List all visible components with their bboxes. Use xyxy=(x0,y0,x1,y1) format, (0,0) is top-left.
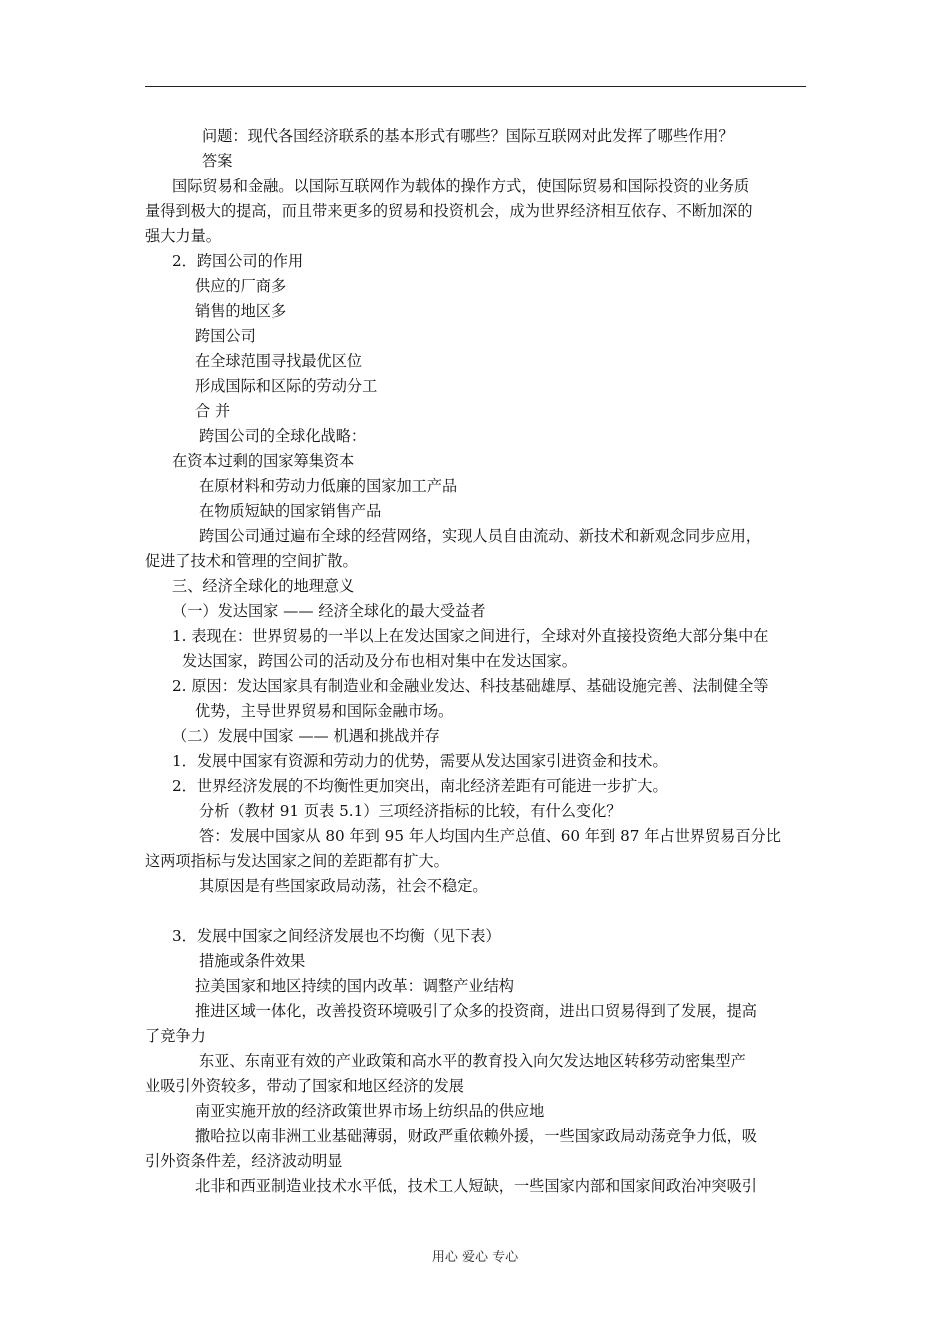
list-item: 在全球范围寻找最优区位 xyxy=(195,352,363,370)
page-footer: 用心 爱心 专心 xyxy=(431,1250,519,1265)
paragraph-line: 发达国家，跨国公司的活动及分布也相对集中在发达国家。 xyxy=(182,652,577,670)
paragraph-line: 跨国公司通过遍布全球的经营网络，实现人员自由流动、新技术和新观念同步应用， xyxy=(199,527,761,545)
section-heading: 三、经济全球化的地理意义 xyxy=(172,577,355,595)
list-item: 跨国公司的全球化战略： xyxy=(199,427,367,445)
paragraph-line: 量得到极大的提高，而且带来更多的贸易和投资机会，成为世界经济相互依存、不断加深的 xyxy=(145,202,753,220)
table-row-line: 拉美国家和地区持续的国内改革：调整产业结构 xyxy=(195,977,514,995)
paragraph-line: 2. 原因：发达国家具有制造业和金融业发达、科技基础雄厚、基础设施完善、法制健全等 xyxy=(172,677,769,695)
table-row-line: 北非和西亚制造业技术水平低，技术工人短缺，一些国家内部和国家间政治冲突吸引 xyxy=(195,1177,757,1195)
table-row-line: 引外资条件差，经济波动明显 xyxy=(145,1152,343,1170)
paragraph-line: 其原因是有些国家政局动荡，社会不稳定。 xyxy=(199,877,488,895)
list-item: 销售的地区多 xyxy=(195,302,287,320)
paragraph-line: 这两项指标与发达国家之间的差距都有扩大。 xyxy=(145,852,449,870)
table-row-line: 东亚、东南亚有效的产业政策和高水平的教育投入向欠发达地区转移劳动密集型产 xyxy=(199,1052,746,1070)
list-item: 3．发展中国家之间经济发展也不均衡（见下表） xyxy=(172,927,501,945)
list-item: 跨国公司 xyxy=(195,327,256,345)
list-item: 在物质短缺的国家销售产品 xyxy=(199,502,382,520)
paragraph-line: 国际贸易和金融。以国际互联网作为载体的操作方式，使国际贸易和国际投资的业务质 xyxy=(172,177,750,195)
answer-heading: 答案 xyxy=(202,152,233,170)
list-item: 供应的厂商多 xyxy=(195,277,287,295)
table-row-line: 业吸引外资较多，带动了国家和地区经济的发展 xyxy=(145,1077,464,1095)
header-rule xyxy=(145,86,806,87)
list-item: 在资本过剩的国家筹集资本 xyxy=(172,452,355,470)
list-item: 形成国际和区际的劳动分工 xyxy=(195,377,378,395)
table-header-line: 措施或条件效果 xyxy=(199,952,306,970)
blank-line xyxy=(145,899,806,924)
paragraph-line: 分析（教材 91 页表 5.1）三项经济指标的比较，有什么变化？ xyxy=(199,802,622,820)
paragraph-line: 1. 表现在：世界贸易的一半以上在发达国家之间进行，全球对外直接投资绝大部分集中在 xyxy=(172,627,769,645)
paragraph-line: 答：发展中国家从 80 年到 95 年人均国内生产总值、60 年到 87 年占世界贸易百分比 xyxy=(199,827,781,845)
table-row-line: 推进区域一体化，改善投资环境吸引了众多的投资商，进出口贸易得到了发展，提高 xyxy=(195,1002,757,1020)
section-heading: 2．跨国公司的作用 xyxy=(172,252,304,270)
document-body xyxy=(145,124,806,1199)
subsection-heading: （一）发达国家 —— 经济全球化的最大受益者 xyxy=(172,602,486,620)
list-item: 1．发展中国家有资源和劳动力的优势，需要从发达国家引进资金和技术。 xyxy=(172,752,668,770)
table-row-line: 撒哈拉以南非洲工业基础薄弱，财政严重依赖外援，一些国家政局动荡竞争力低，吸 xyxy=(195,1127,757,1145)
table-row-line: 了竞争力 xyxy=(145,1027,206,1045)
list-item: 合 并 xyxy=(195,402,231,420)
table-row-line: 南亚实施开放的经济政策世界市场上纺织品的供应地 xyxy=(195,1102,545,1120)
paragraph-line: 促进了技术和管理的空间扩散。 xyxy=(145,552,358,570)
paragraph-line: 优势，主导世界贸易和国际金融市场。 xyxy=(195,702,454,720)
paragraph-line: 强大力量。 xyxy=(145,227,221,245)
subsection-heading: （二）发展中国家 —— 机遇和挑战并存 xyxy=(172,727,440,745)
question-line: 问题：现代各国经济联系的基本形式有哪些？国际互联网对此发挥了哪些作用？ xyxy=(202,127,734,145)
list-item: 在原材料和劳动力低廉的国家加工产品 xyxy=(199,477,458,495)
list-item: 2．世界经济发展的不均衡性更加突出，南北经济差距有可能进一步扩大。 xyxy=(172,777,668,795)
